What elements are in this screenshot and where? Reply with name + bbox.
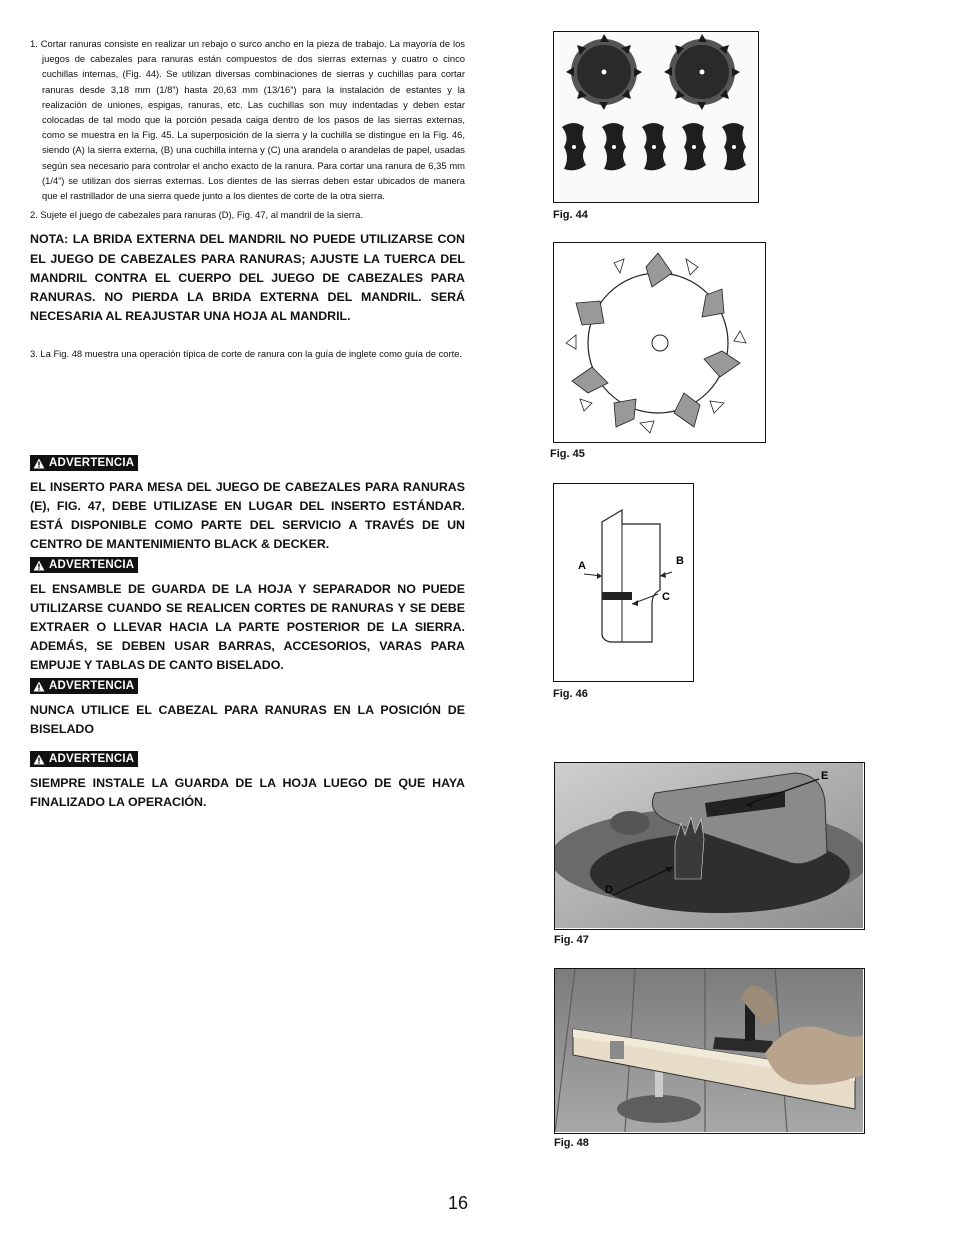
warning-badge bbox=[30, 557, 138, 573]
warning-block-2 bbox=[30, 557, 465, 676]
warning-block-1 bbox=[30, 455, 465, 554]
warning-label: ADVERTENCIA bbox=[49, 457, 135, 469]
warning-text: EL ENSAMBLE DE GUARDA DE LA HOJA Y SEPARADOR NO PUEDE UTILIZARSE CUANDO SE REALICEN CORTES DE RANURAS Y SE DEBE EXTRAER O LLEVAR HACIA LA PARTE POSTERIOR DE LA SIERRA. ADEMÁS, SE DEBEN USAR BARRAS, ACCESORIOS, VARAS PARA EMPUJE Y TABLAS DE CANTO BISELADO. bbox=[30, 581, 465, 673]
warning-triangle-icon bbox=[33, 681, 45, 692]
figure-47-caption: Fig. 47 bbox=[554, 934, 589, 946]
warning-badge bbox=[30, 455, 138, 471]
warning-triangle-icon bbox=[33, 754, 45, 765]
paragraph-3: 3. La Fig. 48 muestra una operación típica de corte de ranura con la guía de inglete como guía de corte. bbox=[30, 348, 463, 360]
warning-block-3 bbox=[30, 678, 465, 739]
warning-text: EL INSERTO PARA MESA DEL JUEGO DE CABEZALES PARA RANURAS (E), FIG. 47, DEBE UTILIZASE EN LUGAR DEL INSERTO ESTÁNDAR. ESTÁ DISPONIBLE COMO PARTE DEL SERVICIO A TRAVÉS DE UN CENTRO DE MANTENIMIENTO BLACK & DECKER. bbox=[30, 479, 465, 552]
figure-46-caption: Fig. 46 bbox=[553, 688, 588, 700]
label-b: B bbox=[676, 555, 684, 567]
paragraph-2: 2. Sujete el juego de cabezales para ranuras (D), Fig. 47, al mandril de la sierra. bbox=[30, 209, 363, 221]
figure-48-caption: Fig. 48 bbox=[554, 1137, 589, 1149]
label-a: A bbox=[578, 560, 586, 572]
label-e: E bbox=[821, 770, 829, 782]
left-column bbox=[30, 36, 465, 366]
paragraph-1: 1. Cortar ranuras consiste en realizar un rebajo o surco ancho en la pieza de trabajo. La mayoría de los juegos de cabezales para ranuras están compuestos de dos sierras externas y cuatro o cinco cuchillas internas, (Fig. 44). Se utilizan diversas combinaciones de sierras y cuchillas para cortar ranuras desde 3,18 mm (1/8”) hasta 20,63 mm (13/16”) para la instalación de estantes y la realización de uniones, espigas, ranuras, etc. Las cuchillas son muy indentadas y deben estar colocadas de tal modo que la porción pesada caiga dentro de los pasos de las sierras externas, como se muestra en la Fig. 45. La superposición de la sierra y la cuchilla se distingue en la Fig. 46, siendo (A) la sierra externa, (B) una cuchilla interna y (C) una arandela o arandelas de papel, usadas según sea necesario para controlar el ancho exacto de la ranura. Para cortar una ranura de 6,35 mm (1/4”) se utilizan dos sierras externas. Los dientes de las sierras deben estar ubicados de manera que el rastrillador de una sierra quede junto a los dientes de corte de la otra sierra. bbox=[30, 38, 465, 202]
figure-45-caption: Fig. 45 bbox=[550, 448, 585, 460]
note-paragraph: NOTA: LA BRIDA EXTERNA DEL MANDRIL NO PUEDE UTILIZARSE CON EL JUEGO DE CABEZALES PARA RANURAS; AJUSTE LA TUERCA DEL MANDRIL CONTRA EL CUERPO DEL JUEGO DE CABEZALES PARA RANURAS. NO PIERDA LA BRIDA EXTERNA DEL MANDRIL. SERÁ NECESARIA AL REAJUSTAR UNA HOJA AL MANDRIL. bbox=[30, 232, 465, 324]
warning-block-4 bbox=[30, 751, 465, 812]
warning-text: NUNCA UTILICE EL CABEZAL PARA RANURAS EN LA POSICIÓN DE BISELADO bbox=[30, 702, 465, 736]
warning-badge bbox=[30, 751, 138, 767]
page-number: 16 bbox=[448, 1193, 469, 1213]
figure-47-image bbox=[554, 762, 865, 930]
figure-46-image bbox=[553, 483, 694, 682]
warning-label: ADVERTENCIA bbox=[49, 680, 135, 692]
warning-label: ADVERTENCIA bbox=[49, 559, 135, 571]
figure-44-caption: Fig. 44 bbox=[553, 209, 588, 221]
figure-44-image bbox=[553, 31, 759, 203]
warning-badge bbox=[30, 678, 138, 694]
label-c: C bbox=[662, 591, 670, 603]
label-d: D bbox=[605, 884, 613, 896]
warning-triangle-icon bbox=[33, 560, 45, 571]
figure-45-image bbox=[553, 242, 766, 443]
warning-triangle-icon bbox=[33, 458, 45, 469]
figure-48-image bbox=[554, 968, 865, 1134]
warning-text: SIEMPRE INSTALE LA GUARDA DE LA HOJA LUEGO DE QUE HAYA FINALIZADO LA OPERACIÓN. bbox=[30, 775, 465, 809]
warning-label: ADVERTENCIA bbox=[49, 753, 135, 765]
